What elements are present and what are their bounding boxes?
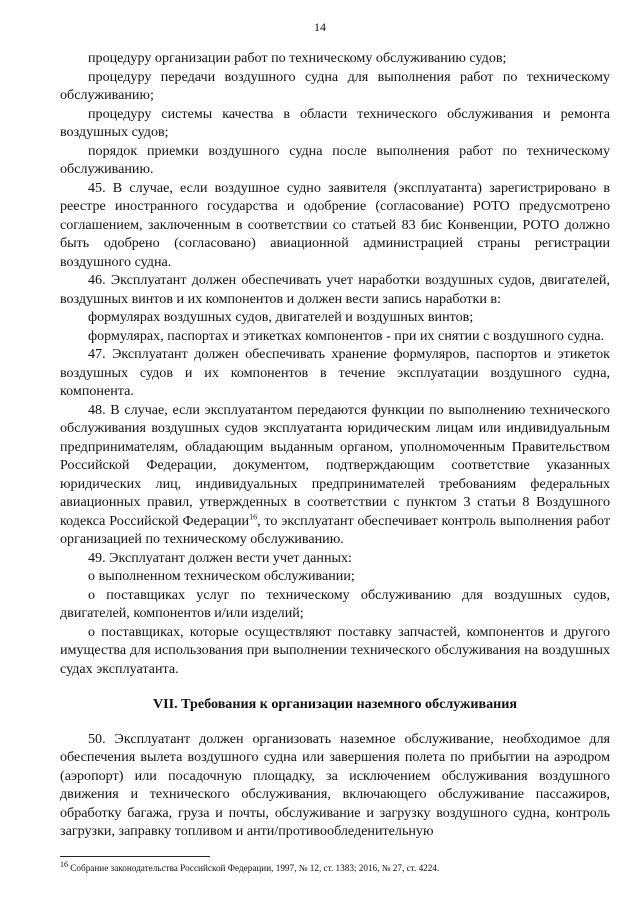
paragraph: о поставщиках услуг по техническому обслуживанию для воздушных судов, двигателей, компонентов и/или изделий;: [60, 586, 610, 621]
section-heading: VII. Требования к организации наземного обслуживания: [152, 696, 518, 712]
paragraph: формулярах, паспортах и этикетках компонентов - при их снятии с воздушного судна.: [88, 327, 605, 344]
paragraph-47: 47. Эксплуатант должен обеспечивать хранение формуляров, паспортов и этикеток воздушных судов и их компонентов в течение эксплуатации воздушного судна, компонента.: [60, 346, 610, 399]
paragraph: порядок приемки воздушного судна после выполнения работ по техническому обслуживанию.: [60, 142, 610, 177]
paragraph: процедуру системы качества в области технического обслуживания и ремонта воздушных судов;: [60, 105, 610, 140]
footnote: [60, 859, 620, 874]
paragraph: процедуру организации работ по техническому обслуживанию судов;: [88, 50, 507, 66]
paragraph-48: [60, 401, 610, 549]
footnote-divider: [60, 856, 210, 857]
footnote-mark: 16: [60, 859, 68, 869]
paragraph: процедуру передачи воздушного судна для выполнения работ по техническому обслуживанию;: [60, 68, 610, 103]
paragraph-50: 50. Эксплуатант должен организовать наземное обслуживание, необходимое для обеспечения вылета воздушного судна или завершения полета по прибытии на аэродром (аэропорт) или посадочную площадку, за исключением обслуживания воздушного движения и технического обслуживания, включающего обслуживание пассажиров, обработку багажа, груза и почты, обслуживание и загрузку воздушного судна, контроль загрузки, заправку топливом и анти/противообледенительную: [60, 730, 610, 839]
page-number: 14: [314, 20, 326, 34]
paragraph-45: 45. В случае, если воздушное судно заявителя (эксплуатанта) зарегистрировано в реестре иностранного государства и одобрение (согласование) РОТО предусмотрено соглашением, заключенным в соответствии со статьей 83 бис Конвенции, РОТО должно быть одобрено (согласовано) авиационной администрацией страны регистрации воздушного судна.: [60, 179, 610, 270]
footnote-text: Собрание законодательства Российской Федерации, 1997, № 12, ст. 1383; 2016, № 27, ст. 4224.: [68, 863, 440, 873]
paragraph: о поставщиках, которые осуществляют поставку запчастей, компонентов и другого имущества для использования при выполнении технического обслуживания на воздушных судах эксплуатанта.: [60, 623, 610, 677]
paragraph-49: 49. Эксплуатант должен вести учет данных:: [88, 549, 352, 566]
paragraph-48-text-end: , то эксплуатант обеспечивает контроль выполнения работ организацией по техническому обслуживанию.: [60, 512, 610, 547]
paragraph-48-text: 48. В случае, если эксплуатантом передаются функции по выполнению технического обслуживания воздушных судов эксплуатанта юридическим лицам или индивидуальным предпринимателям, обладающим выданным органом, уполномоченным Правительством Российской Федерации, документом, подтверждающим соответствие указанных юридических лиц, индивидуальных предпринимателей требованиям федеральных авиационных правил, утвержденных в соответствии с пунктом 3 статьи 8 Воздушного кодекса Российской Федерации: [60, 401, 610, 529]
paragraph: о выполненном техническом обслуживании;: [88, 568, 355, 584]
body-text: [60, 49, 610, 841]
footnote-reference: 16: [249, 511, 258, 521]
paragraph-46: 46. Эксплуатант должен обеспечивать учет наработки воздушных судов, двигателей, воздушных винтов и их компонентов и должен вести запись наработки в:: [60, 272, 610, 307]
paragraph: формулярах воздушных судов, двигателей и воздушных винтов;: [88, 309, 474, 325]
